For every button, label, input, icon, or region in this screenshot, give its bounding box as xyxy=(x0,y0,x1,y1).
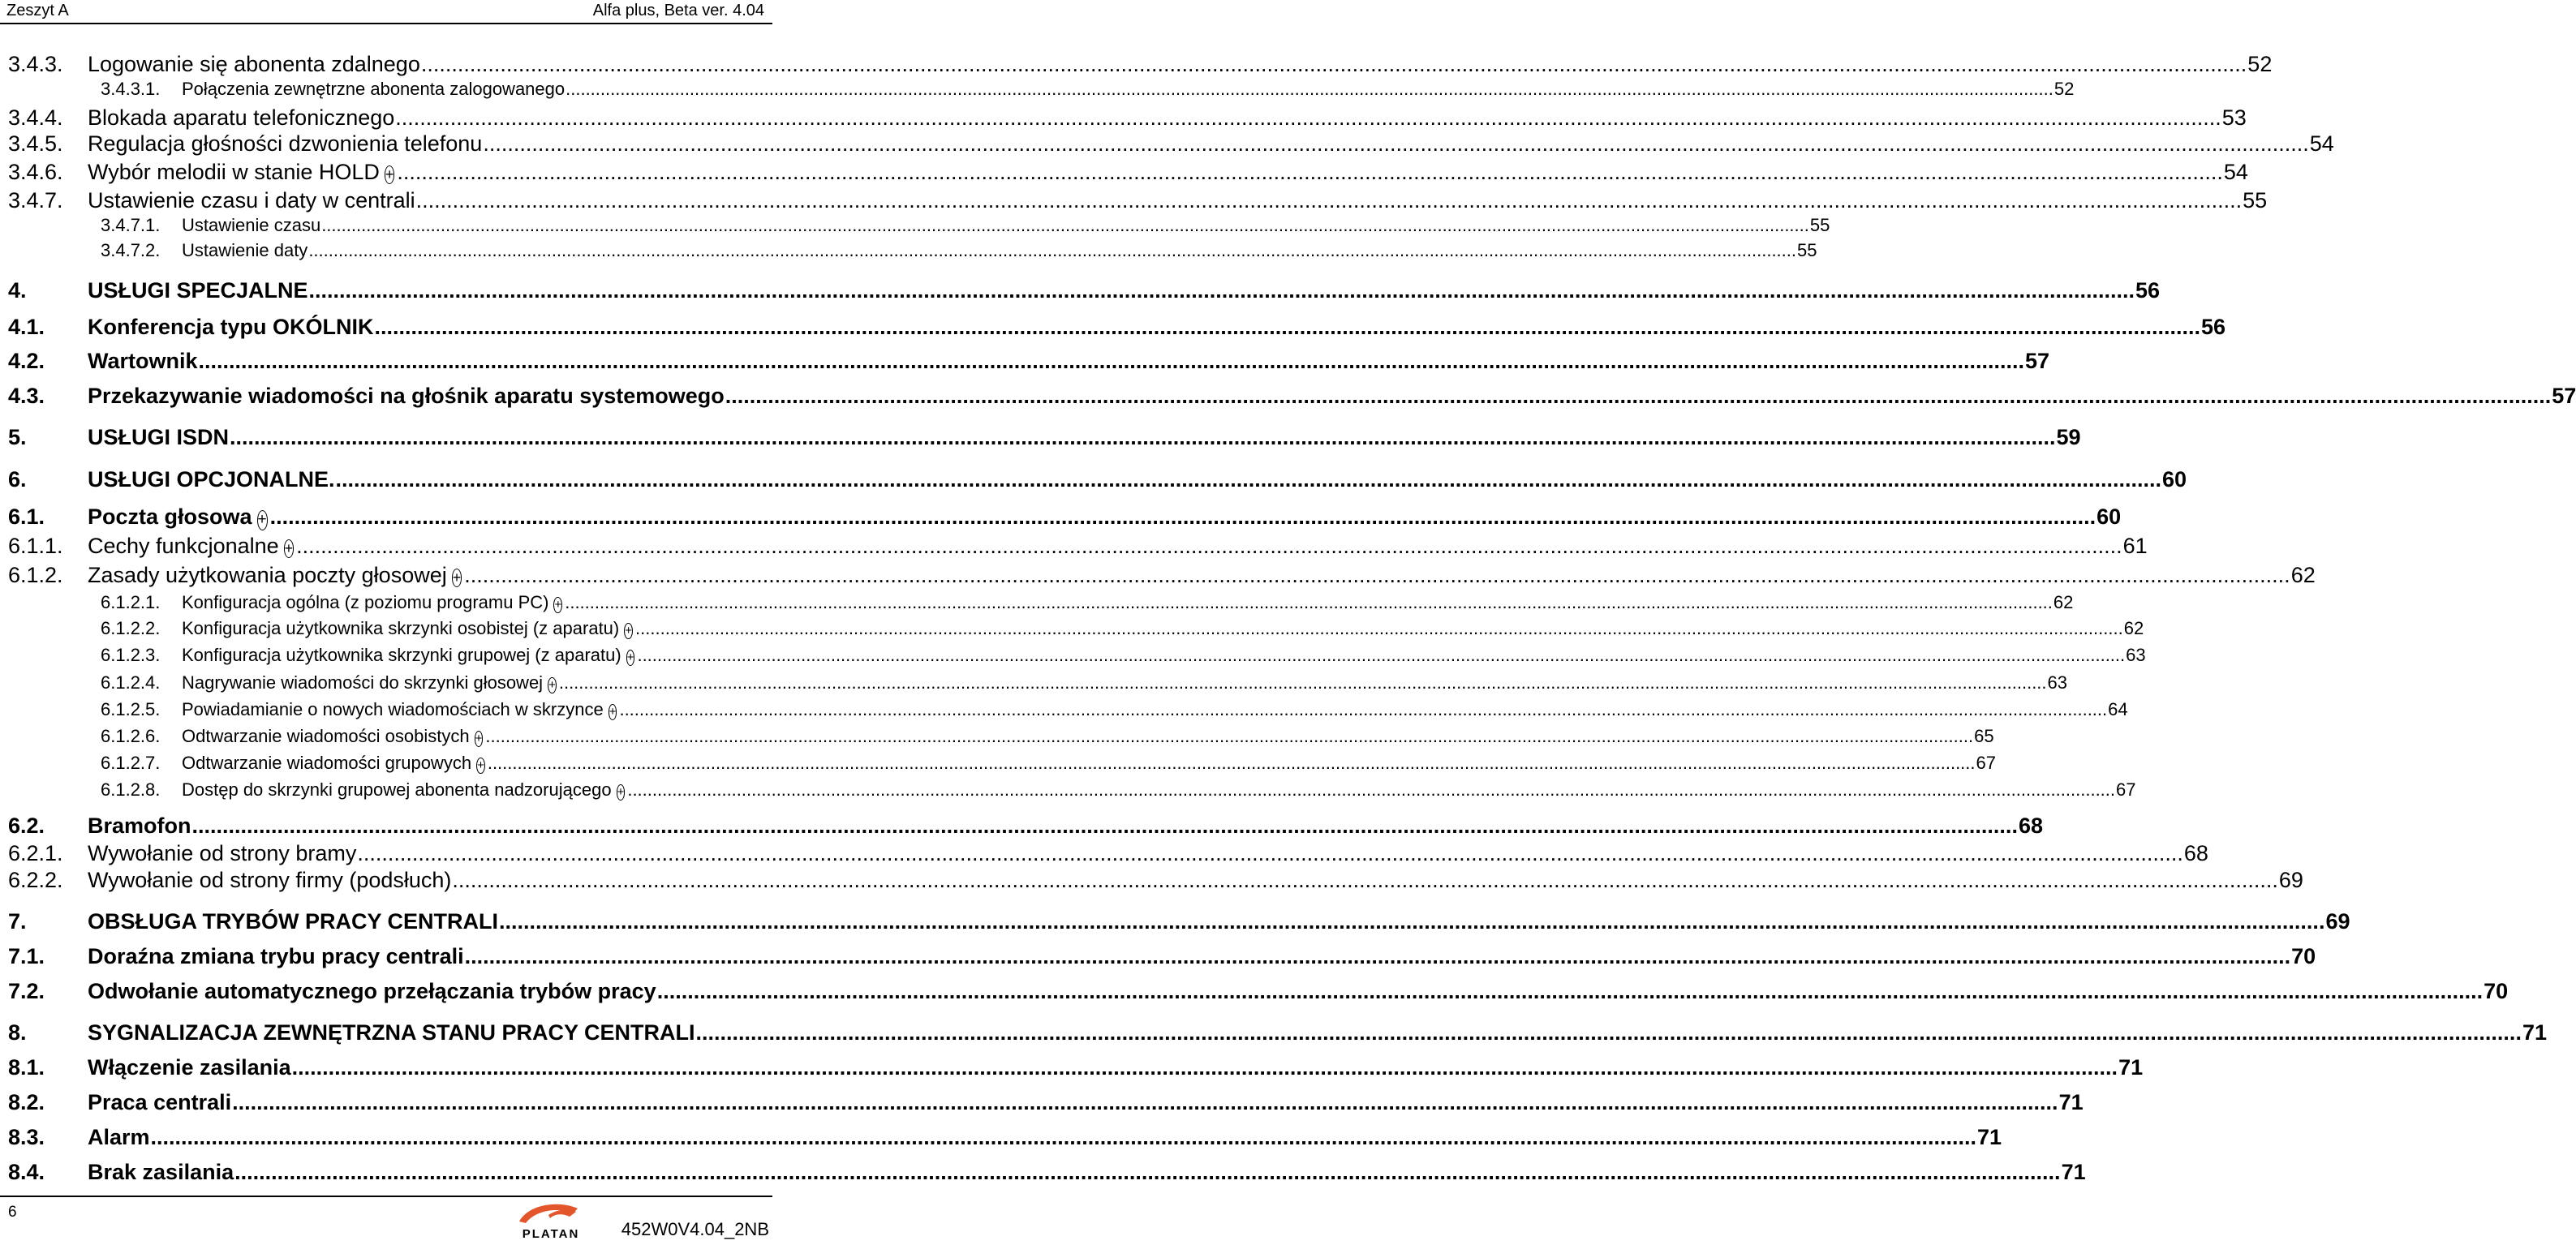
toc-entry-title: Alarm xyxy=(88,1125,150,1149)
toc-entry-number: 4. xyxy=(8,278,27,303)
toc-entry-page: 71 xyxy=(2118,1055,2144,1080)
page-number: 6 xyxy=(8,1204,17,1221)
toc-entry-title: Poczta głosowa xyxy=(88,504,252,529)
toc-entry-number: 8.2. xyxy=(8,1090,45,1114)
toc-entry[interactable] xyxy=(0,1125,2002,1153)
dot-leader: ............................................................................................................................................................................................................................................................................................................ xyxy=(464,563,2290,587)
toc-entry[interactable] xyxy=(0,278,2161,306)
toc-entry-page: 54 xyxy=(2309,131,2334,156)
toc-entry-page: 56 xyxy=(2200,315,2226,339)
dot-leader: ............................................................................................................................................................................................................................................................................................................ xyxy=(397,160,2223,184)
toc-entry-title: USŁUGI ISDN xyxy=(88,425,230,449)
toc-entry-number: 5. xyxy=(8,425,27,449)
toc-entry-page: 53 xyxy=(2221,105,2247,130)
dot-leader: ............................................................................................................................................................................................................................................................................................................ xyxy=(464,944,2291,968)
dot-leader: ............................................................................................................................................................................................................................................................................................................ xyxy=(415,188,2243,213)
toc-entry[interactable] xyxy=(0,592,2074,620)
toc-entry[interactable] xyxy=(0,645,2146,672)
toc-entry[interactable] xyxy=(0,1160,2086,1187)
toc-entry-number: 6.1.2.7. xyxy=(101,753,161,773)
toc-entry-page: 69 xyxy=(2325,909,2350,934)
toc-entry[interactable] xyxy=(0,467,2187,495)
toc-entry-title: Logowanie się abonenta zdalnego xyxy=(88,52,420,76)
toc-entry-number: 4.3. xyxy=(8,384,45,408)
toc-entry-page: 52 xyxy=(2053,79,2075,99)
dot-leader: ............................................................................................................................................................................................................................................................................................................ xyxy=(321,215,1809,235)
circled-plus-icon: + xyxy=(452,569,462,586)
toc-entry-title: Odtwarzanie wiadomości grupowych xyxy=(182,753,472,773)
dot-leader: ............................................................................................................................................................................................................................................................................................................ xyxy=(635,618,2123,638)
toc-entry-title: USŁUGI OPCJONALNE. xyxy=(88,467,335,492)
toc-entry-page: 68 xyxy=(2183,841,2208,865)
header-right: Alfa plus, Beta ver. 4.04 xyxy=(592,2,764,19)
dot-leader: ............................................................................................................................................................................................................................................................................................................ xyxy=(308,240,1797,260)
toc-entry-title: Konferencja typu OKÓLNIK xyxy=(88,315,374,339)
toc-entry-number: 3.4.7.1. xyxy=(101,215,161,235)
toc-entry-page: 71 xyxy=(2061,1160,2086,1184)
toc-entry-page: 69 xyxy=(2278,868,2303,892)
circled-plus-icon: + xyxy=(257,510,268,530)
toc-entry[interactable] xyxy=(0,699,2128,727)
dot-leader: ............................................................................................................................................................................................................................................................................................................ xyxy=(619,699,2108,719)
dot-leader: ............................................................................................................................................................................................................................................................................................................ xyxy=(565,592,2053,612)
toc-entry-page: 57 xyxy=(2552,384,2576,408)
dot-leader: ............................................................................................................................................................................................................................................................................................................ xyxy=(499,909,2325,934)
dot-leader: ............................................................................................................................................................................................................................................................................................................ xyxy=(485,726,1974,746)
toc-entry-title: Bramofon xyxy=(88,814,191,838)
toc-entry-title: Zasady użytkowania poczty głosowej xyxy=(88,563,447,587)
toc-entry[interactable] xyxy=(0,1055,2144,1083)
dot-leader: ............................................................................................................................................................................................................................................................................................................ xyxy=(198,349,2024,373)
toc-entry-title: Wywołanie od strony bramy xyxy=(88,841,357,865)
dot-leader: ............................................................................................................................................................................................................................................................................................................ xyxy=(296,534,2122,558)
dot-leader: ............................................................................................................................................................................................................................................................................................................ xyxy=(656,979,2484,1003)
toc-entry-number: 6.1.2.8. xyxy=(101,779,161,800)
dot-leader: ............................................................................................................................................................................................................................................................................................................ xyxy=(308,278,2135,303)
toc-entry-title: Konfiguracja użytkownika skrzynki grupowej (z aparatu) xyxy=(182,645,621,665)
circled-plus-icon: + xyxy=(284,540,294,556)
toc-entry[interactable] xyxy=(0,160,2248,187)
toc-entry-number: 3.4.4. xyxy=(8,105,63,130)
toc-entry[interactable] xyxy=(0,944,2316,972)
toc-entry-page: 71 xyxy=(2058,1090,2084,1114)
document-code: 452W0V4.04_2NB xyxy=(621,1219,769,1239)
toc-entry-page: 55 xyxy=(1797,240,1817,260)
toc-entry-title: Wartownik xyxy=(88,349,198,373)
toc-entry-title: Wywołanie od strony firmy (podsłuch) xyxy=(88,868,452,892)
toc-entry-title: Wybór melodii w stanie HOLD xyxy=(88,160,380,184)
dot-leader: ............................................................................................................................................................................................................................................................................................................ xyxy=(230,425,2056,449)
circled-plus-icon: + xyxy=(548,678,556,692)
toc-entry-title: Odtwarzanie wiadomości osobistych xyxy=(182,726,470,746)
toc-entry-page: 70 xyxy=(2484,979,2509,1003)
toc-entry-number: 6.1.2.2. xyxy=(101,618,161,638)
toc-entry-page: 60 xyxy=(2096,504,2122,529)
circled-plus-icon: + xyxy=(626,650,634,664)
toc-entry[interactable] xyxy=(0,841,2208,869)
toc-entry-number: 3.4.7.2. xyxy=(101,240,161,260)
toc-entry[interactable] xyxy=(0,52,2273,79)
toc-entry-number: 6.1.2.4. xyxy=(101,672,161,693)
circled-plus-icon: + xyxy=(617,785,625,799)
toc-entry-number: 3.4.5. xyxy=(8,131,63,156)
toc-entry-number: 4.1. xyxy=(8,315,45,339)
toc-entry-title: Powiadamianie o nowych wiadomościach w skrzynce xyxy=(182,699,604,719)
toc-entry-title: Nagrywanie wiadomości do skrzynki głosowej xyxy=(182,672,544,693)
circled-plus-icon: + xyxy=(477,758,484,772)
toc-entry[interactable] xyxy=(0,618,2144,646)
toc-entry-title: Konfiguracja użytkownika skrzynki osobistej (z aparatu) xyxy=(182,618,620,638)
toc-entry-page: 71 xyxy=(1976,1125,2002,1149)
toc-entry-number: 6.2.1. xyxy=(8,841,63,865)
toc-entry[interactable] xyxy=(0,534,2148,561)
toc-entry-number: 6.1.1. xyxy=(8,534,63,558)
toc-entry[interactable] xyxy=(0,1090,2084,1118)
dot-leader: ............................................................................................................................................................................................................................................................................................................ xyxy=(420,52,2247,76)
toc-entry-title: Konfiguracja ogólna (z poziomu programu PC) xyxy=(182,592,549,612)
dot-leader: ............................................................................................................................................................................................................................................................................................................ xyxy=(725,384,2552,408)
toc-entry[interactable] xyxy=(0,1020,2547,1048)
dot-leader: ............................................................................................................................................................................................................................................................................................................ xyxy=(269,504,2096,529)
toc-entry-page: 62 xyxy=(2123,618,2144,638)
toc-entry-title: Regulacja głośności dzwonienia telefonu xyxy=(88,131,483,156)
toc-entry-number: 6.1.2.3. xyxy=(101,645,161,665)
toc-entry-number: 6.2. xyxy=(8,814,45,838)
toc-entry[interactable] xyxy=(0,779,2136,807)
toc-entry-number: 7.1. xyxy=(8,944,45,968)
toc-entry-number: 6.1.2.6. xyxy=(101,726,161,746)
toc-entry[interactable] xyxy=(0,868,2303,895)
toc-entry-number: 6.1.2. xyxy=(8,563,63,587)
toc-entry-page: 52 xyxy=(2247,52,2273,76)
toc-entry[interactable] xyxy=(0,349,2050,376)
toc-entry-title: Brak zasilania xyxy=(88,1160,234,1184)
dot-leader: ............................................................................................................................................................................................................................................................................................................ xyxy=(627,779,2116,800)
dot-leader: ............................................................................................................................................................................................................................................................................................................ xyxy=(483,131,2309,156)
toc-entry-number: 7. xyxy=(8,909,27,934)
toc-entry-number: 3.4.3.1. xyxy=(101,79,161,99)
toc-entry[interactable] xyxy=(0,315,2226,342)
toc-entry[interactable] xyxy=(0,753,1997,780)
circled-plus-icon: + xyxy=(554,598,562,612)
toc-entry-page: 55 xyxy=(2243,188,2268,213)
toc-entry[interactable] xyxy=(0,814,2043,841)
toc-entry-number: 8.3. xyxy=(8,1125,45,1149)
toc-entry-number: 3.4.7. xyxy=(8,188,63,213)
dot-leader: ............................................................................................................................................................................................................................................................................................................ xyxy=(234,1160,2061,1184)
toc-entry-page: 57 xyxy=(2024,349,2050,373)
toc-entry-page: 67 xyxy=(2116,779,2136,800)
toc-entry[interactable] xyxy=(0,425,2081,453)
toc-entry-title: Odwołanie automatycznego przełączania trybów pracy xyxy=(88,979,656,1003)
dot-leader: ............................................................................................................................................................................................................................................................................................................ xyxy=(566,79,2053,99)
toc-entry-page: 70 xyxy=(2291,944,2316,968)
toc-entry-number: 6.1.2.1. xyxy=(101,592,161,612)
toc-entry[interactable] xyxy=(0,188,2268,216)
toc-entry-number: 3.4.6. xyxy=(8,160,63,184)
toc-entry-title: USŁUGI SPECJALNE xyxy=(88,278,308,303)
dot-leader: ............................................................................................................................................................................................................................................................................................................ xyxy=(452,868,2278,892)
toc-entry-title: Ustawienie czasu i daty w centrali xyxy=(88,188,415,213)
toc-entry-number: 6.1.2.5. xyxy=(101,699,161,719)
toc-entry-title: Blokada aparatu telefonicznego xyxy=(88,105,395,130)
toc-entry-number: 8.4. xyxy=(8,1160,45,1184)
toc-entry-title: OBSŁUGA TRYBÓW PRACY CENTRALI xyxy=(88,909,498,934)
footer-rule xyxy=(0,1196,772,1197)
logo-text: PLATAN xyxy=(522,1227,580,1241)
dot-leader: ............................................................................................................................................................................................................................................................................................................ xyxy=(335,467,2161,492)
toc-entry[interactable] xyxy=(0,563,2316,590)
toc-entry-page: 54 xyxy=(2223,160,2248,184)
toc-entry-page: 63 xyxy=(2126,645,2146,665)
toc-entry-page: 56 xyxy=(2135,278,2161,303)
dot-leader: ............................................................................................................................................................................................................................................................................................................ xyxy=(487,753,1976,773)
toc-entry[interactable] xyxy=(0,240,1817,268)
dot-leader: ............................................................................................................................................................................................................................................................................................................ xyxy=(558,672,2047,693)
toc-entry-number: 7.2. xyxy=(8,979,45,1003)
toc-entry-page: 61 xyxy=(2122,534,2148,558)
toc-entry[interactable] xyxy=(0,384,2576,411)
toc-entry-title: Dostęp do skrzynki grupowej abonenta nadzorującego xyxy=(182,779,612,800)
toc-entry[interactable] xyxy=(0,215,1830,243)
toc-entry-title: Doraźna zmiana trybu pracy centrali xyxy=(88,944,464,968)
dot-leader: ............................................................................................................................................................................................................................................................................................................ xyxy=(374,315,2200,339)
toc-entry[interactable] xyxy=(0,504,2122,532)
circled-plus-icon: + xyxy=(609,705,617,719)
toc-entry[interactable] xyxy=(0,105,2247,133)
toc-entry-title: Przekazywanie wiadomości na głośnik aparatu systemowego xyxy=(88,384,725,408)
header-left: Zeszyt A xyxy=(6,2,69,19)
circled-plus-icon: + xyxy=(625,624,633,638)
toc-entry-page: 64 xyxy=(2108,699,2128,719)
toc-entry[interactable] xyxy=(0,726,1994,753)
platan-logo xyxy=(501,1199,600,1239)
toc-entry-title: Cechy funkcjonalne xyxy=(88,534,279,558)
dot-leader: ............................................................................................................................................................................................................................................................................................................ xyxy=(291,1055,2118,1080)
toc-entry-title: Ustawienie czasu xyxy=(182,215,321,235)
toc-entry-page: 62 xyxy=(2290,563,2316,587)
toc-entry-title: Włączenie zasilania xyxy=(88,1055,291,1080)
toc-entry-page: 67 xyxy=(1976,753,1997,773)
dot-leader: ............................................................................................................................................................................................................................................................................................................ xyxy=(232,1090,2058,1114)
dot-leader: ............................................................................................................................................................................................................................................................................................................ xyxy=(637,645,2126,665)
toc-entry-page: 63 xyxy=(2047,672,2068,693)
toc-entry-page: 59 xyxy=(2056,425,2081,449)
toc-entry[interactable] xyxy=(0,672,2068,700)
toc-entry-page: 71 xyxy=(2522,1020,2547,1045)
toc-entry-page: 62 xyxy=(2053,592,2074,612)
toc-entry-title: Ustawienie daty xyxy=(182,240,308,260)
toc-entry-title: SYGNALIZACJA ZEWNĘTRZNA STANU PRACY CENTRALI xyxy=(88,1020,695,1045)
toc-entry-title: Praca centrali xyxy=(88,1090,232,1114)
toc-entry-number: 8.1. xyxy=(8,1055,45,1080)
toc-entry-number: 6.1. xyxy=(8,504,45,529)
circled-plus-icon: + xyxy=(475,732,483,745)
toc-entry-page: 60 xyxy=(2161,467,2187,492)
toc-entry-number: 6. xyxy=(8,467,27,492)
toc-entry-page: 55 xyxy=(1809,215,1830,235)
toc-entry-number: 4.2. xyxy=(8,349,45,373)
toc-entry[interactable] xyxy=(0,131,2334,159)
dot-leader: ............................................................................................................................................................................................................................................................................................................ xyxy=(357,841,2183,865)
toc-entry[interactable] xyxy=(0,79,2075,106)
toc-entry-number: 6.2.2. xyxy=(8,868,63,892)
circled-plus-icon: + xyxy=(385,166,394,182)
toc-entry-title: Połączenia zewnętrzne abonenta zalogowanego xyxy=(182,79,566,99)
dot-leader: ............................................................................................................................................................................................................................................................................................................ xyxy=(695,1020,2522,1045)
toc-entry-page: 68 xyxy=(2018,814,2043,838)
toc-entry-number: 3.4.3. xyxy=(8,52,63,76)
dot-leader: ............................................................................................................................................................................................................................................................................................................ xyxy=(150,1125,1976,1149)
toc-entry-page: 65 xyxy=(1974,726,1994,746)
toc-entry[interactable] xyxy=(0,909,2350,937)
toc-entry[interactable] xyxy=(0,979,2509,1007)
toc-entry-number: 8. xyxy=(8,1020,27,1045)
dot-leader: ............................................................................................................................................................................................................................................................................................................ xyxy=(191,814,2018,838)
dot-leader: ............................................................................................................................................................................................................................................................................................................ xyxy=(395,105,2221,130)
